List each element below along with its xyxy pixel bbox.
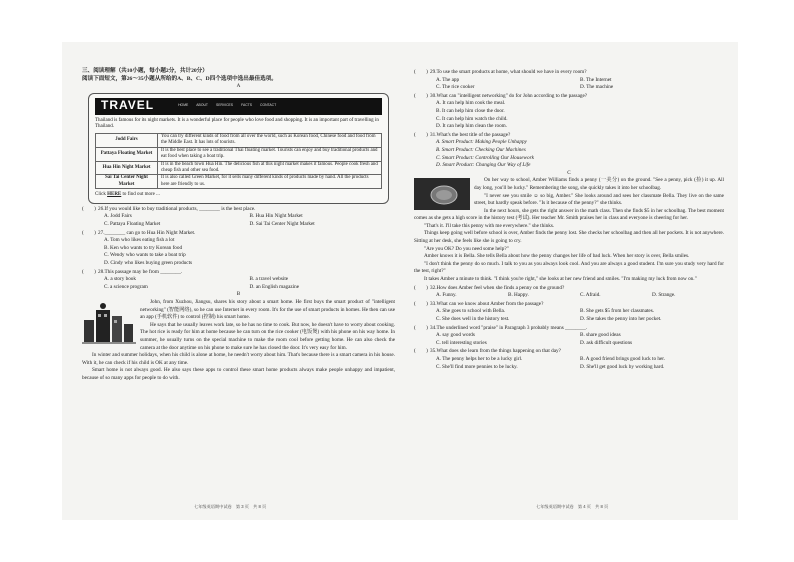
travel-banner [95,98,382,115]
exam-sheet [62,42,738,520]
nav-facts[interactable]: FACTS [241,103,253,108]
nav-contact[interactable]: CONTACT [260,103,277,108]
travel-ad [88,93,389,204]
question-31: ( ) 31. What's the best title of the passage? A. Smart Product: Making People Unhappy B. Smart Product: Checking Our Machines C. Smart Product: Controlling Our Housework D. Smart Product: Changing Our Way of Life [414,131,534,169]
question-33: ( ) 33. What can we know about Amber from the passage? A. She goes to school with Bella. B. She gets $5 from her classmates. C. She does well in the history test. D. She takes the penny into her pocket. [414,300,662,322]
table-row: Hua Hin Night Market It is in the beach town Hua Hin. The delicious fish at this night market makes it famous. People cook fresh and cheap fish and other sea food. [96,161,382,175]
table-row: Sai Tai Center Night Market It is also called Green Market, for it sells many different kinds of products made by hand. All the products here are friendly to us. [96,175,382,189]
footer-left: 七年级英语期中试卷 第 3 页 共 8 页 [194,504,267,509]
nav-home[interactable]: HOME [178,103,189,108]
passage-b: John, from Xuzhou, Jiangsu, shares his story about a smart home. He first buys the smart product of "intelligent networking" (智能网络), so he can use Internet in every room. It's for the use of smart products in homes. He then can use an app (手机软件) to control (控制) his smart home. He says that he usually leaves work late, so he has no time to cook. But now, he doesn't have to worry about cooking. The hot rice is ready for him at home because he can turn on the rice cooker (电饭煲) with his phone on his way home. In summer, he usually turns on the special machine to make the room cool before getting home. He can also check the camera at the door anytime on his phone to make sure he has closed the door. It's very easy for him. In winter and summer holidays, when his child is alone at home, he needn't worry about him. That's because there is a smart camera in his house. With it, he can check if his child is OK at any time. Smart home is not always good. He also says these apps to control these smart home products always make people unhappy and impatient, because of so many apps for people to do with. [82,298,395,381]
left-column [82,68,395,546]
banner-title: TRAVEL [101,98,155,113]
passage-c-letter: C [567,169,571,176]
penny-photo [414,178,470,210]
question-34: ( ) 34. The underlined word "praise" in Paragraph 3 probably means ________. A. say good words B. share good ideas C. tell interesting stories D. ask difficult questions [414,324,633,346]
question-30: ( ) 30. What can "intelligent networking" do for John according to the passage? A. It can help him cook the meal. B. It can help him close the door. C. It can help him watch the child. D. It can help him clean the room. [414,92,588,130]
question-26: ( ) 26. If you would like to buy traditional products, ________ is the best place. A. Jodd Fairs B. Hua Hin Night Market C. Pattaya Floating Market D. Sai Tai Center Night Market [82,205,315,227]
right-column [414,68,724,546]
passage-a-letter: A [236,83,241,90]
smart-home-illustration [82,300,136,350]
click-here-link[interactable]: HERE [107,192,122,198]
ad-intro: Thailand is famous for its night markets. It is a wonderful place for people who love food and shopping. It is an important part of travelling in Thailand. [95,117,379,130]
passage-b-letter: B [236,291,241,298]
passage-c: On her way to school, Amber Williams finds a penny (一美分) on the ground. "See a penny, pick (捡) it up. All day long, you'll be lucky." Remembering the song, she quickly takes it into her schoolbag. "I never see you smile ☺ so big, Amber." She looks around and sees her classmate Bella. They live on the same street, but hardly speak before. "Is it because of the penny?" she thinks. In the next hours, she gets the right answer in the math class. Then she finds $5 in her schoolbag. The best moment comes as she gets a high score in the history test (考试). Her teacher Mr. Smith praises her in class and everyone is cheering for her. "That's it. I'll take this penny with me everywhere." she thinks. Things keep going well before school is over, Amber finds the penny lost. She checks her schoolbag and then all her pockets. It is not anywhere. Sitting at her desk, she feels like she is going to cry. "Are you OK? Do you need some help?" Amber knows it is Bella. She tells Bella about how the penny changes her life of bad luck. When her story is over, Bella smiles. "I don't think the penny do so much. I talk to you as you always look cool. And you are always a good student. I'm sure you study very hard for the test, right?" It takes Amber a minute to think. "I think you're right," she looks at her new friend and smiles. "I'm making my luck from now on." [414,177,724,283]
footer-right: 七年级英语期中试卷 第 4 页 共 8 页 [536,504,609,509]
question-35: ( ) 35. What does she learn from the things happening on that day? A. The penny helps her to be a lucky girl. B. A good friend brings good luck to her. C. She'll find more pennies to be lucky. D. She'll get good luck by working hard. [414,348,666,370]
question-29: ( ) 29. To use the smart products at home, what should we have in every room? A. The app B. The Internet C. The rice cooker D. The machine [414,69,614,91]
table-row: Jodd Fairs You can try different kinds of food from all over the world, such as Korean food, Chinese food and food from the Middle East. It has lots of tourists. [96,133,382,147]
question-28: ( ) 28. This passage may be from ________. A. a story book B. a travel website C. a science program D. an English magazine [82,268,300,290]
market-table [95,133,382,189]
section-title: 三、阅读理解（共10小题，每小题2分，共计20分） [82,68,208,74]
click-here-line: Click HERE to find out more ... [95,192,160,198]
question-32: ( ) 32. How does Amber feel when she finds a penny on the ground? A. Funny. B. Happy. C. Afraid. D. Strange. [414,284,676,299]
question-27: ( ) 27. ________ can go to Hua Hin Night Market. A. Tom who likes eating fish a lot B. Ken who wants to try Korean food C. Wendy who wants to take a boat trip D. Cindy who likes buying green products [82,229,196,266]
section-instruction: 阅读下面短文，第26～35小题从所给的A、B、C、D四个选项中选出最佳选项。 [82,75,277,82]
nav-about[interactable]: ABOUT [196,103,208,108]
table-row: Pattaya Floating Market It is the best place to see a traditional Thai floating market. Tourists can enjoy and buy traditional products and eat food when taking a boat trip. [96,147,382,161]
nav-services[interactable]: SERVICES [215,103,234,108]
